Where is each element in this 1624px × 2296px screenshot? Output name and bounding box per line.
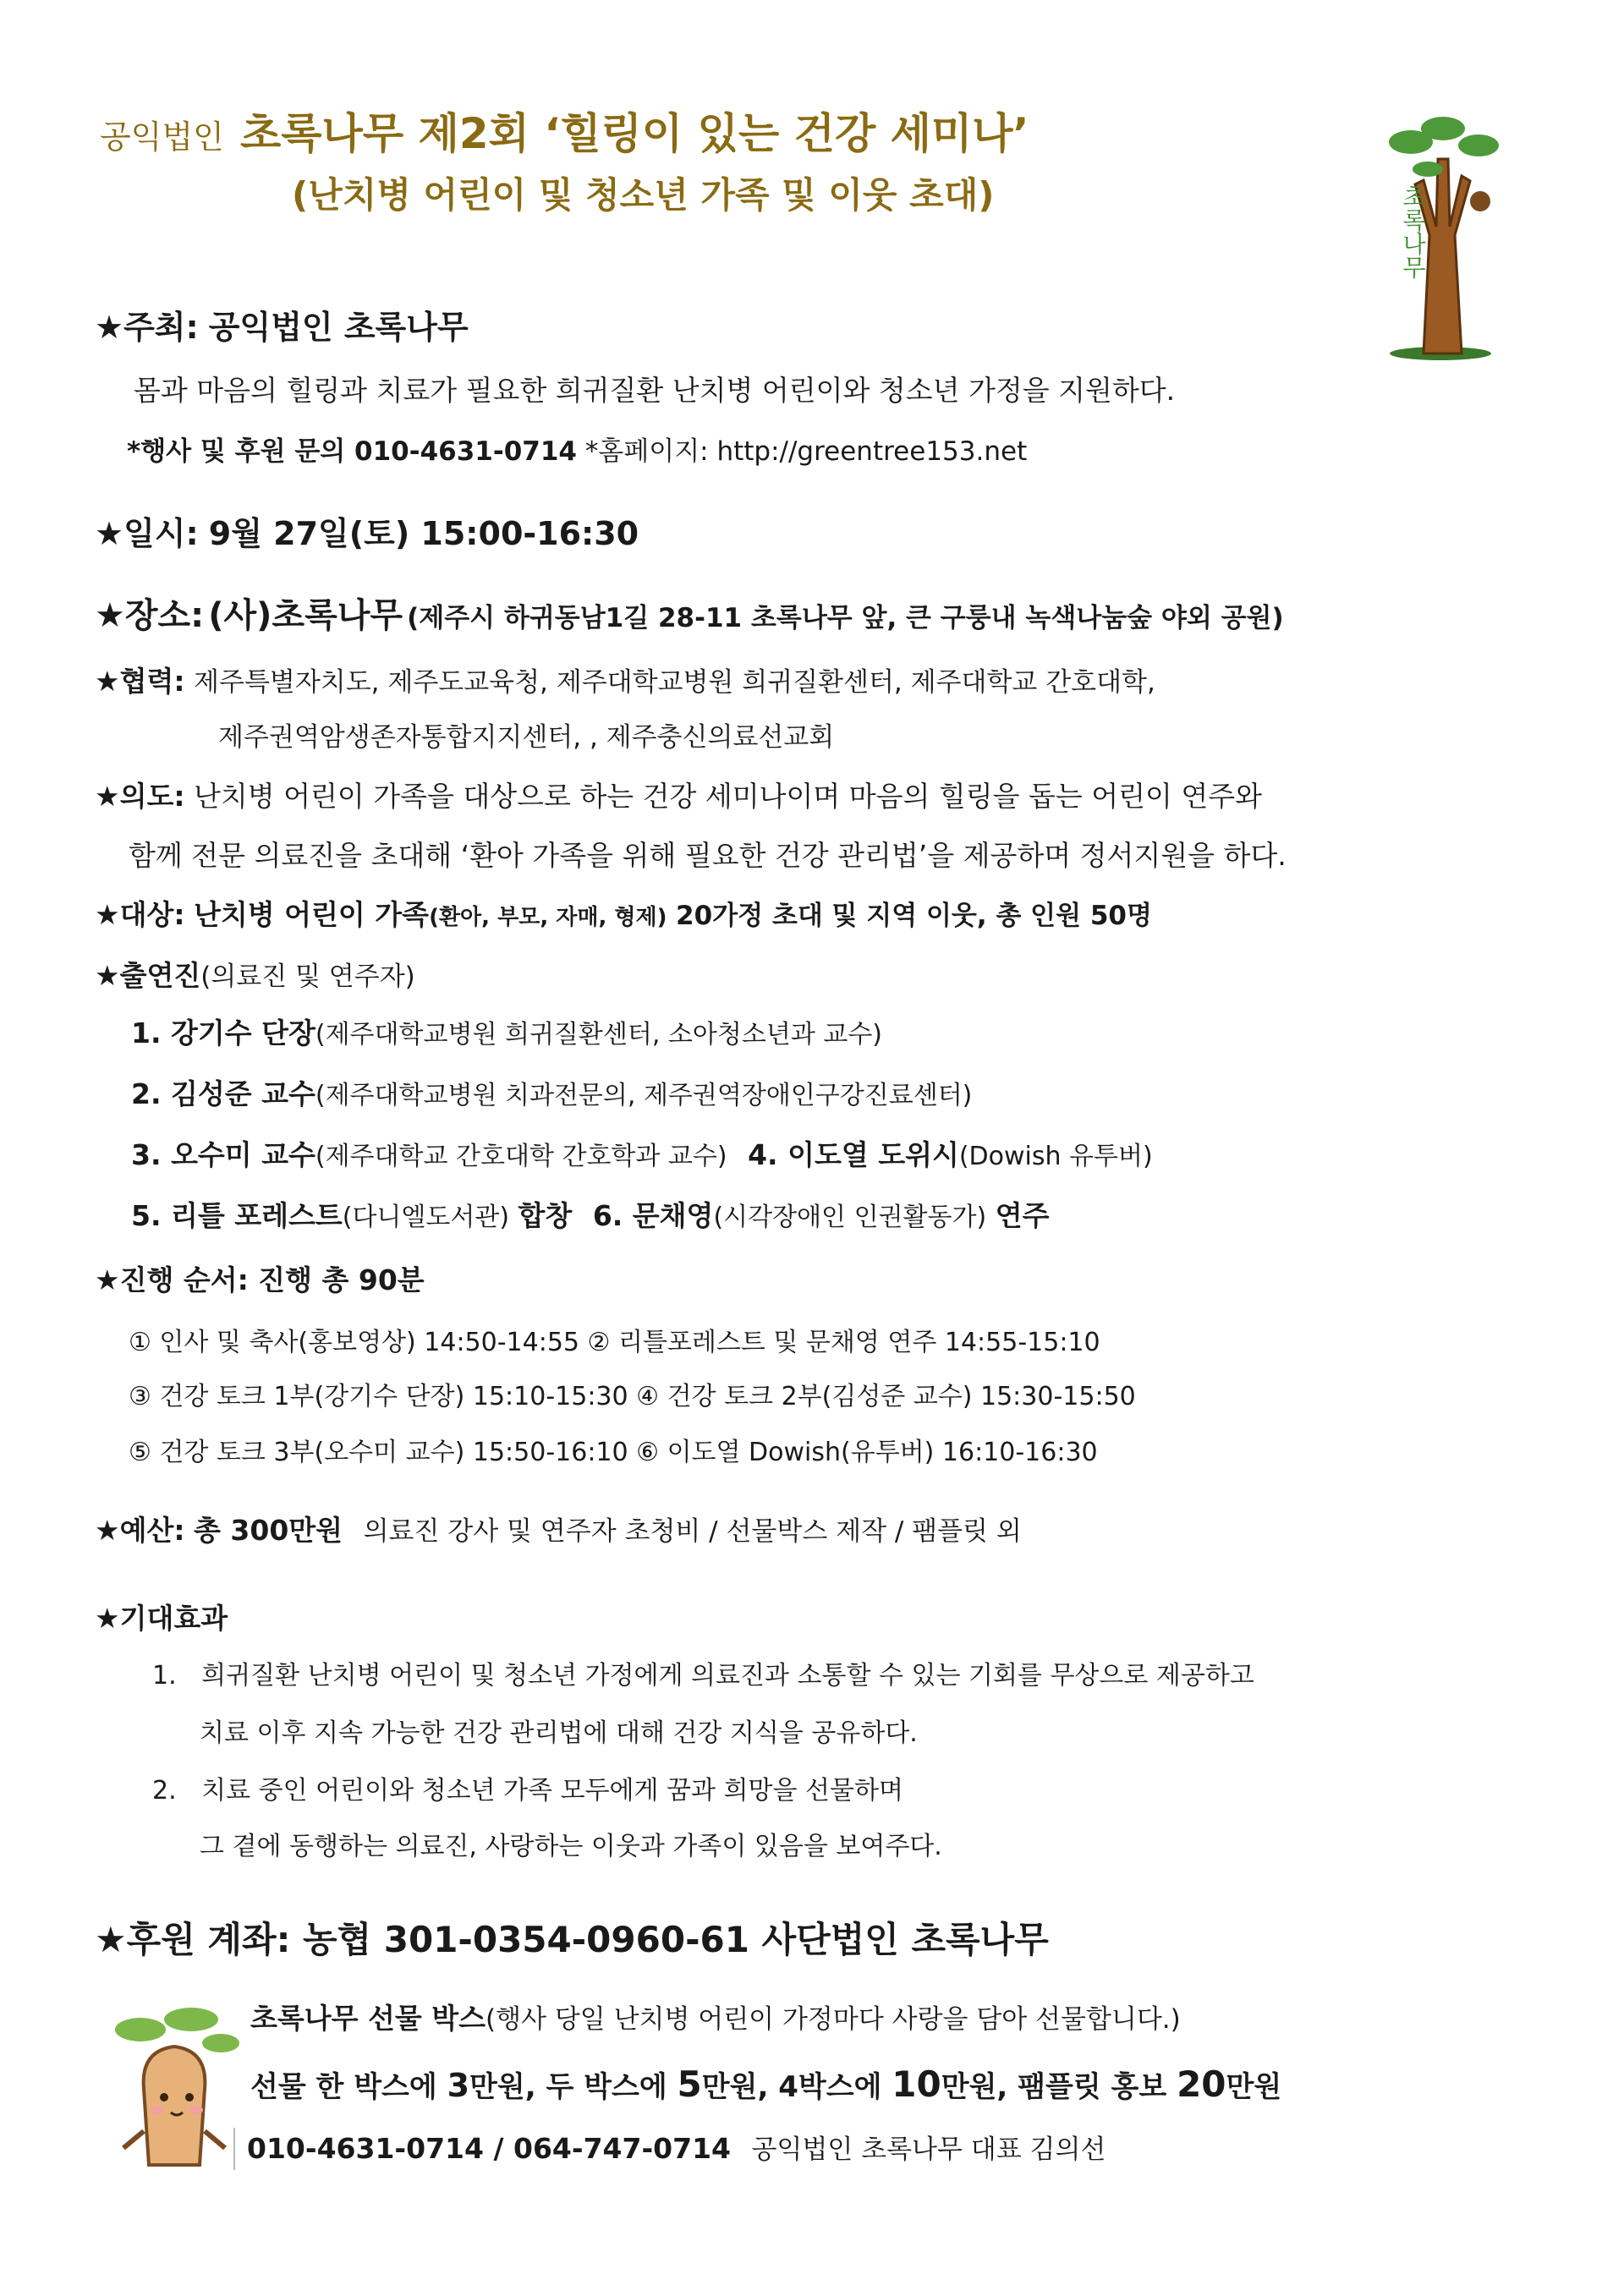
cast-header [95, 957, 415, 995]
price-b: 만원, 두 박스에 [469, 2070, 667, 2104]
mascot [107, 2004, 242, 2173]
target-label: ★대상: [95, 898, 185, 931]
cast-desc: (시각장애인 인권활동가) [713, 1203, 987, 1232]
date-label: ★일시: [95, 515, 199, 552]
cast-desc: (Dowish 유투버) [958, 1142, 1153, 1171]
budget-row [95, 1512, 1022, 1550]
cast-name: 6. 문채영 [592, 1199, 714, 1232]
program-line: ① 인사 및 축사(홍보영상) 14:50-14:55 ② 리틀포레스트 및 문채영 연주 14:55-15:10 [129, 1328, 1100, 1357]
divider [233, 2128, 235, 2170]
effect-line2: 치료 이후 지속 가능한 건강 관리법에 대해 건강 지식을 공유하다. [200, 1718, 918, 1748]
price-row [250, 2063, 1281, 2108]
cast-desc: (제주대학교 간호대학 간호학과 교수) [315, 1142, 727, 1171]
cast-name: 5. 리틀 포레스트 [131, 1199, 343, 1232]
price-c-val: 10 [892, 2063, 941, 2105]
cast-desc: (제주대학교병원 치과전문의, 제주권역장애인구강진료센터) [315, 1081, 973, 1110]
effect-line1: 치료 중인 어린이와 청소년 가족 모두에게 꿈과 희망을 선물하며 [201, 1776, 903, 1806]
donation-label: ★후원 계좌: 농협 301-0354-0960-61 사단법인 초록나무 [95, 1919, 1049, 1960]
cast-sub: (의료진 및 연주자) [200, 962, 415, 992]
cast-item [131, 1197, 1049, 1236]
cast-tail: 합창 [518, 1199, 573, 1232]
logo-text: 초록나무 [1399, 184, 1427, 279]
effect-item [152, 1773, 903, 1810]
effect-line2: 그 곁에 동행하는 의료진, 사랑하는 이웃과 가족이 있음을 보여주다. [200, 1832, 942, 1861]
cast-label: ★출연진 [95, 959, 201, 992]
host-contact [127, 430, 1027, 468]
cast-item [131, 1076, 972, 1115]
intent-line2: 함께 전문 의료진을 초대해 ‘환아 가족을 위해 필요한 건강 관리법’을 제공하며 정서지원을 하다. [129, 839, 1287, 872]
coop-line1: 제주특별자치도, 제주도교육청, 제주대학교병원 희귀질환센터, 제주대학교 간호대학, [194, 667, 1155, 698]
host-label: ★주최: [95, 309, 199, 346]
host-desc: 몸과 마음의 힐링과 치료가 필요한 희귀질환 난치병 어린이와 청소년 가정을 지원하다. [134, 374, 1176, 407]
place-label: ★장소: [95, 596, 205, 635]
box-desc: (행사 당일 난치병 어린이 가정마다 사랑을 담아 선물합니다.) [486, 2004, 1181, 2035]
price-b-val: 5 [677, 2063, 702, 2105]
target-paren: (환아, 부모, 자매, 형제) [429, 905, 667, 930]
price-a-val: 3 [447, 2067, 470, 2104]
phones: 010-4631-0714 / 064-747-0714 [247, 2132, 732, 2165]
date-value: 9월 27일(토) 15:00-16:30 [208, 515, 639, 552]
org-prefix: 공익법인 [100, 118, 224, 156]
price-a: 선물 한 박스에 [250, 2070, 437, 2104]
coop-label: ★협력: [95, 665, 185, 698]
host-row [95, 306, 469, 348]
target-bold1: 난치병 어린이 가족 [194, 898, 430, 931]
logo [1377, 108, 1504, 362]
cast-tail: 연주 [995, 1199, 1050, 1232]
homepage[interactable]: *홈페이지: http://greentree153.net [584, 436, 1028, 467]
budget-desc: 의료진 강사 및 연주자 초청비 / 선물박스 제작 / 팸플릿 외 [363, 1516, 1022, 1547]
program-line: ⑤ 건강 토크 3부(오수미 교수) 15:50-16:10 ⑥ 이도열 Dowish(유투버) 16:10-16:30 [129, 1438, 1098, 1467]
host-value: 공익법인 초록나무 [208, 309, 469, 346]
budget-label: ★예산: [95, 1514, 185, 1547]
effect-num: 2. [152, 1776, 177, 1806]
cast-desc: (제주대학교병원 희귀질환센터, 소아청소년과 교수) [315, 1020, 883, 1049]
page-title: 초록나무 제2회 ‘힐링이 있는 건강 세미나’ [239, 109, 1029, 158]
price-c: 만원, 4박스에 [701, 2070, 882, 2104]
effect-num: 1. [152, 1661, 177, 1690]
intent-row [95, 778, 1262, 815]
budget-value: 총 300만원 [194, 1514, 343, 1547]
price-d-val: 20 [1177, 2063, 1226, 2105]
place-value: (사)초록나무 [208, 596, 403, 635]
cast-desc: (다니엘도서관) [342, 1203, 510, 1232]
representative: 공익법인 초록나무 대표 김의선 [751, 2134, 1106, 2165]
page-subtitle: (난치병 어린이 및 청소년 가족 및 이웃 초대) [292, 174, 995, 216]
price-d: 만원, 팸플릿 홍보 [941, 2070, 1167, 2104]
date-row [95, 512, 639, 555]
program-line: ③ 건강 토크 1부(강기수 단장) 15:10-15:30 ④ 건강 토크 2부(김성준 교수) 15:30-15:50 [129, 1382, 1136, 1411]
cast-name: 4. 이도열 도위시 [748, 1138, 959, 1171]
cast-item [131, 1015, 882, 1054]
place-row [95, 589, 1284, 637]
place-detail: (제주시 하귀동남1길 28-11 초록나무 앞, 큰 구룽내 녹색나눔숲 야외 공원) [407, 603, 1284, 633]
cast-item [131, 1137, 1153, 1175]
effect-line1: 희귀질환 난치병 어린이 및 청소년 가정에게 의료진과 소통할 수 있는 기회를 무상으로 제공하고 [201, 1661, 1254, 1690]
effect-item [152, 1658, 1254, 1695]
intent-line1: 난치병 어린이 가족을 대상으로 하는 건강 세미나이며 마음의 힐링을 돕는 어린이 연주와 [194, 780, 1263, 813]
price-e: 만원 [1226, 2070, 1282, 2104]
cast-name: 2. 김성준 교수 [131, 1077, 315, 1110]
effect-label: ★기대효과 [95, 1602, 228, 1635]
page-header [100, 100, 1029, 161]
contact-label: *행사 및 후원 문의 010-4631-0714 [127, 436, 578, 467]
coop-row [95, 663, 1155, 701]
contact-row [247, 2129, 1106, 2169]
target-bold2: 20가정 초대 및 지역 이웃, 총 인원 50명 [676, 901, 1152, 931]
tree-character-icon [107, 2004, 242, 2173]
box-title: 초록나무 선물 박스 [250, 2002, 486, 2035]
cast-name: 3. 오수미 교수 [131, 1138, 315, 1171]
box-row [250, 1999, 1181, 2039]
program-label: ★진행 순서: 진행 총 90분 [95, 1263, 425, 1296]
coop-line2: 제주권역암생존자통합지지센터, , 제주충신의료선교회 [218, 722, 835, 753]
cast-name: 1. 강기수 단장 [131, 1016, 315, 1049]
intent-label: ★의도: [95, 780, 185, 813]
target-row [95, 896, 1152, 936]
